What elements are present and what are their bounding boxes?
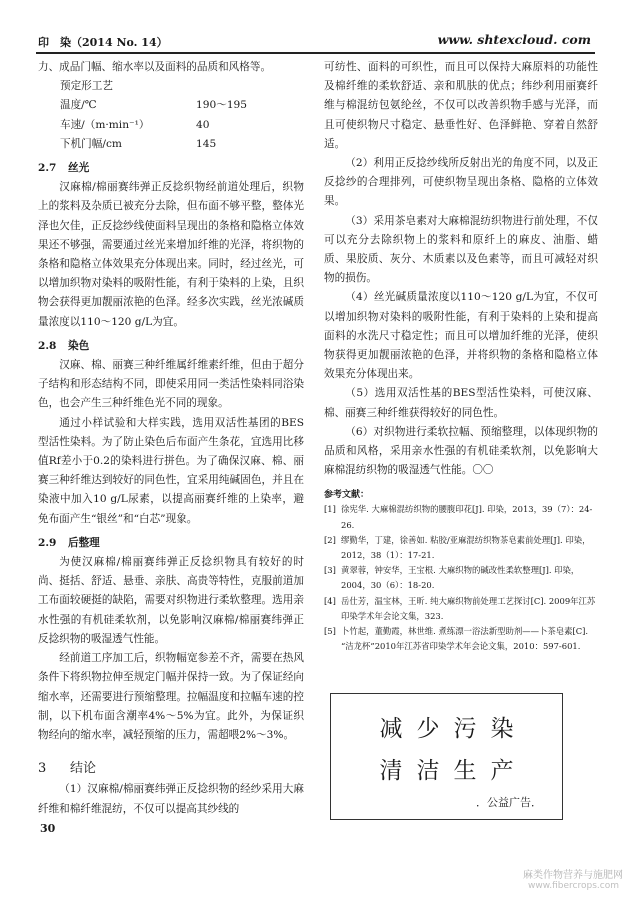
section-number: 2.7 xyxy=(38,162,57,175)
conclusion-text: （6）对织物进行柔软拉幅、预缩整理，以体现织物的品质和风格，采用亲水性强的有机硅柔软剂，以免影响大麻棉混纺织物的吸湿透气性能。 xyxy=(324,425,598,477)
section-title: 结论 xyxy=(70,761,97,777)
left-column xyxy=(38,58,304,819)
paragraph: 为使汉麻棉/棉丽赛纬弹正反捻织物具有较好的时尚、挺括、舒适、悬垂、亲肤、高贵等特性，克服前道加工布面较硬挺的缺陷，需要对织物进行柔软整理。选用亲水性强的有机硅柔软剂，以免影响汉麻棉/棉丽赛纬弹正反捻织物的吸湿透气性能。 xyxy=(38,556,304,645)
paragraph: 汉麻棉/棉丽赛纬弹正反捻织物经前道处理后，织物上的浆料及杂质已被充分去除，但布面不够平整，整体光泽也欠佳，正反捻纱线使面料呈现出的条格和隐格立体效果还不够强，需要通过丝光来增加纤维的光泽，将织物的条格和隐格立体效果充分体现出来。同时，经过丝光，可以增加织物对染料的吸附性能，有利于染料的上染，且织物会获得更加靓丽浓艳的色泽。经多次实践，丝光浓碱质量浓度以110～120 g/L为宜。 xyxy=(38,181,304,328)
public-service-ad xyxy=(330,693,563,820)
reference-item xyxy=(324,594,598,624)
section-title: 后整理 xyxy=(68,536,100,549)
conclusion-item: （4）丝光碱质量浓度以110～120 g/L为宜，不仅可以增加织物对染料的吸附性能，有利于染料的上染和提高面料的水洗尺寸稳定性；而且可以增加纤维的光泽，使织物获得更加靓丽浓艳的色泽，并将织物的条格和隐格立体效果充分体现出来。 xyxy=(324,291,598,381)
ad-line-2: 清洁生产 xyxy=(379,758,528,784)
section-title: 丝光 xyxy=(68,162,90,175)
journal-issue: （2014 No. 14） xyxy=(71,36,168,49)
right-column xyxy=(324,58,598,655)
param-key: 车速/（m·min⁻¹） xyxy=(60,118,150,131)
section-number: 3 xyxy=(38,761,47,777)
end-mark: 〇〇 xyxy=(472,464,494,477)
param-row xyxy=(38,96,304,115)
param-row xyxy=(38,116,304,135)
param-value: 190～195 xyxy=(196,99,248,112)
paragraph: 汉麻、棉、丽赛三种纤维属纤维素纤维，但由于超分子结构和形态结构不同，即使采用同一类活性染料同浴染色，也会产生三种纤维色光不同的现象。 xyxy=(38,359,304,410)
paragraph: （1）汉麻棉/棉丽赛纬弹正反捻织物的经纱采用大麻纤维和棉纤维混纺，不仅可以提高其纱线的 xyxy=(38,783,304,815)
param-key: 温度/℃ xyxy=(60,99,97,112)
section-heading xyxy=(38,337,304,356)
reference-item xyxy=(324,563,598,593)
references-title: 参考文献： xyxy=(324,490,370,501)
journal-name: 印 染 xyxy=(38,36,71,49)
reference-item xyxy=(324,624,598,654)
ad-line-1: 减少污染 xyxy=(379,716,528,742)
conclusion-item xyxy=(324,423,598,481)
section-number: 2.9 xyxy=(38,536,57,549)
header-rule xyxy=(36,52,595,54)
section-heading xyxy=(38,534,304,553)
reference-text: 黄翠蓉，钟安华，王宝根. 大麻织物的碱改性柔软整理[J]. 印染，2004，30（6）：18-20. xyxy=(341,565,580,591)
reference-text: 徐宪华. 大麻棉混纺织物的腰腹印花[J]. 印染，2013，39（7）：24-26. xyxy=(341,504,593,530)
section-number: 2.8 xyxy=(38,339,57,352)
section-title: 染色 xyxy=(68,339,90,352)
watermark-title: 麻类作物营养与施肥网 xyxy=(523,870,623,881)
conclusion-heading xyxy=(38,759,304,778)
reference-text: 岳仕芳，温宝林，王昕. 纯大麻织物前处理工艺探讨[C]. 2009年江苏印染学术年会论文集，323. xyxy=(341,595,596,621)
reference-number: [3] xyxy=(324,565,336,576)
param-row xyxy=(38,135,304,154)
paragraph: 经前道工序加工后，织物幅宽参差不齐，需要在热风条件下将织物拉伸至规定门幅并保持一致。为了保证经向缩水率，还需要进行预缩整理。拉幅温度和拉幅车速的控制，以下机布面含潮率4%～5%为宜。此外，为保证织物经向的缩水率，减轻预缩的压力，需超喂2%～3%。 xyxy=(38,652,304,741)
page-number: 30 xyxy=(40,822,56,835)
paragraph: 通过小样试验和大样实践，选用双活性基团的BES型活性染料。为了防止染色后布面产生条花，宜选用比移值Rf差小于0.2的染料进行拼色。为了确保汉麻、棉、丽赛三种纤维达到较好的同色性，宜采用纯碱固色，并且在染液中加入10 g/L尿素，以提高丽赛纤维的上染率，避免布面产生“银丝”和“白芯”现象。 xyxy=(38,416,304,525)
conclusion-item: （5）选用双活性基的BES型活性染料，可使汉麻、棉、丽赛三种纤维获得较好的同色性。 xyxy=(324,387,598,419)
reference-number: [4] xyxy=(324,595,336,606)
reference-text: 缪勤华，丁建，徐善如. 粘胶/亚麻混纺织物茶皂素前处理[J]. 印染，2012，38（1）：17-21. xyxy=(341,534,591,561)
reference-number: [1] xyxy=(324,504,336,515)
reference-item xyxy=(324,502,598,532)
conclusion-item: （2）利用正反捻纱线所反射出光的角度不同，以及正反捻纱的合理排列，可使织物呈现出条格、隐格的立体效果。 xyxy=(324,157,598,208)
conclusion-item: （3）采用茶皂素对大麻棉混纺织物进行前处理，不仅可以充分去除织物上的浆料和原纤上的麻皮、油脂、蜡质、果胶质、灰分、木质素以及色素等，而且可减轻对织物的损伤。 xyxy=(324,214,598,285)
reference-number: [5] xyxy=(324,626,336,637)
journal-header xyxy=(38,34,168,50)
reference-item xyxy=(324,533,598,563)
watermark-url: www.fibercrops.com xyxy=(528,881,619,891)
ad-footer: ．公益广告． xyxy=(476,796,542,809)
reference-text: 卜竹起，董勤霞，林世维. 煮练漂一浴法新型助剂——卜茶皂素[C]. “洁龙杯”2010年江苏省印染学术年会论文集，2010：597-601. xyxy=(341,626,589,652)
params-title: 预定形工艺 xyxy=(60,80,113,93)
section-heading xyxy=(38,159,304,178)
param-value: 40 xyxy=(196,118,210,131)
reference-number: [2] xyxy=(324,534,336,545)
intro-text: 力、成品门幅、缩水率以及面料的品质和风格等。 xyxy=(38,61,272,73)
paragraph: 可纺性、面料的可织性，而且可以保持大麻原料的功能性及棉纤维的柔软舒适、亲和肌肤的优点；纬纱利用丽赛纤维与棉混纺包氨纶丝，不仅可以改善织物手感与光泽，而且可使织物尺寸稳定、悬垂性好、色泽鲜艳、穿着自然舒适。 xyxy=(324,61,598,150)
param-value: 145 xyxy=(196,137,217,150)
param-key: 下机门幅/cm xyxy=(60,137,122,150)
journal-website[interactable]: www. shtexcloud. com xyxy=(437,32,591,47)
